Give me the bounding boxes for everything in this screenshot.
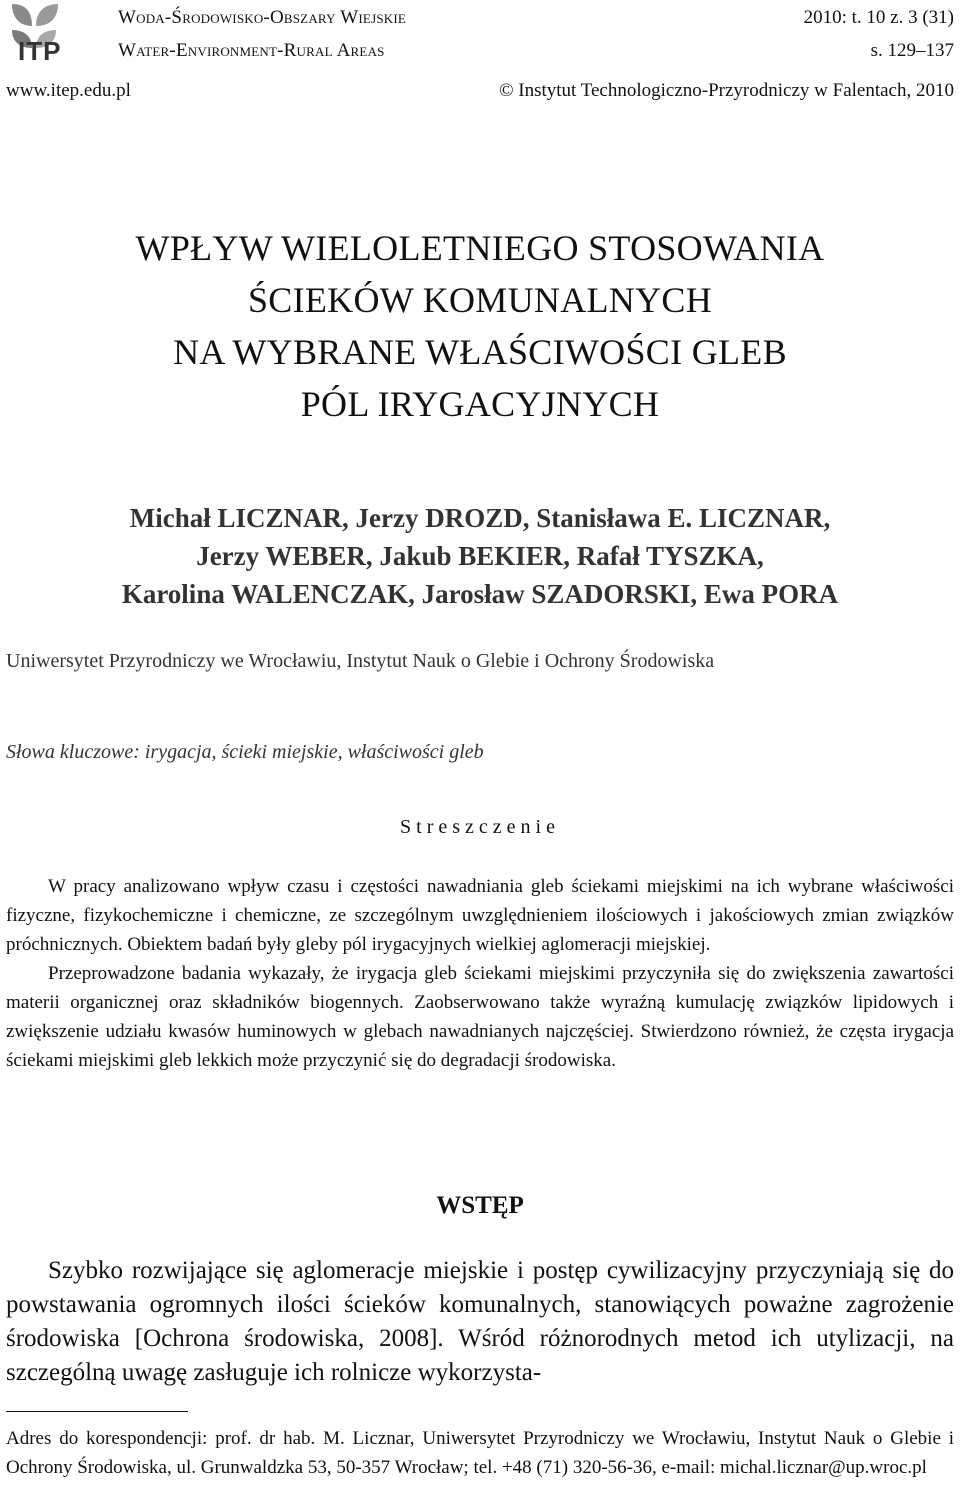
website-link[interactable]: www.itep.edu.pl xyxy=(6,80,131,101)
abstract-paragraph-2: Przeprowadzone badania wykazały, że irygacja gleb ściekami miejskimi przyczyniła się do zwiększenia zawartości materii organicznej oraz składników biogennych. Zaobserwowano także wyraźną kumulację związków lipidowych i zwiększenie udziału kwasów huminowych w glebach nawadnianych najczęściej. Stwierdzono również, że częsta irygacja ściekami miejskimi gleb lekkich może przyczynić się do degradacji środowiska. xyxy=(6,963,954,1071)
title-line-3: NA WYBRANE WŁAŚCIWOŚCI GLEB xyxy=(173,332,787,372)
section-heading-intro: WSTĘP xyxy=(436,1192,524,1219)
authors-line-2: Jerzy WEBER, Jakub BEKIER, Rafał TYSZKA, xyxy=(196,541,764,571)
title-line-1: WPŁYW WIELOLETNIEGO STOSOWANIA xyxy=(135,228,825,268)
keywords: Słowa kluczowe: irygacja, ścieki miejskie, właściwości gleb xyxy=(6,741,484,763)
title-line-4: PÓL IRYGACYJNYCH xyxy=(300,384,660,424)
title-line-2: ŚCIEKÓW KOMUNALNYCH xyxy=(247,280,713,320)
correspondence-footnote: Adres do korespondencji: prof. dr hab. M. Licznar, Uniwersytet Przyrodniczy we Wrocławiu, Instytut Nauk o Glebie i Ochrony Środowiska, ul. Grunwaldzka 53, 50-357 Wrocław; tel. +48 (71) 320-56-36, e-mail: michal.licznar@up.wroc.pl xyxy=(6,1428,954,1478)
authors-line-1: Michał LICZNAR, Jerzy DROZD, Stanisława E. LICZNAR, xyxy=(129,503,831,533)
logo-text: ITP xyxy=(18,36,62,66)
issue-info: 2010: t. 10 z. 3 (31) xyxy=(803,7,954,28)
abstract-paragraph-1: W pracy analizowano wpływ czasu i częstości nawadniania gleb ściekami miejskimi na ich wybrane właściwości fizyczne, fizykochemiczne i chemiczne, ze szczególnym uwzględnieniem ilościowych i jakościowych zmian związków próchnicznych. Obiektem badań były gleby pól irygacyjnych wielkiej aglomeracji miejskiej. xyxy=(6,876,954,955)
article-title xyxy=(0,222,960,430)
footnote-divider xyxy=(6,1411,188,1412)
intro-paragraph-1: Szybko rozwijające się aglomeracje miejskie i postęp cywilizacyjny przyczyniają się do powstawania ogromnych ilości ścieków komunalnych, stanowiących poważne zagrożenie środowiska [Ochrona środowiska, 2008]. Wśród różnorodnych metod ich utylizacji, na szczególną uwagę zasługuje ich rolnicze wykorzysta- xyxy=(6,1257,954,1386)
journal-title-pl: Woda-Środowisko-Obszary Wiejskie xyxy=(118,7,407,28)
abstract-body xyxy=(6,872,954,1075)
intro-body xyxy=(6,1254,954,1390)
itp-logo xyxy=(6,2,92,64)
author-list xyxy=(0,499,960,613)
affiliation: Uniwersytet Przyrodniczy we Wrocławiu, Instytut Nauk o Glebie i Ochrony Środowiska xyxy=(6,650,715,672)
abstract-heading: Streszczenie xyxy=(400,816,560,838)
page-range: s. 129–137 xyxy=(870,40,954,61)
journal-title-en: Water-Environment-Rural Areas xyxy=(118,40,385,61)
copyright-line: © Instytut Technologiczno-Przyrodniczy w Falentach, 2010 xyxy=(499,80,954,101)
authors-line-3: Karolina WALENCZAK, Jarosław SZADORSKI, Ewa PORA xyxy=(121,579,839,609)
